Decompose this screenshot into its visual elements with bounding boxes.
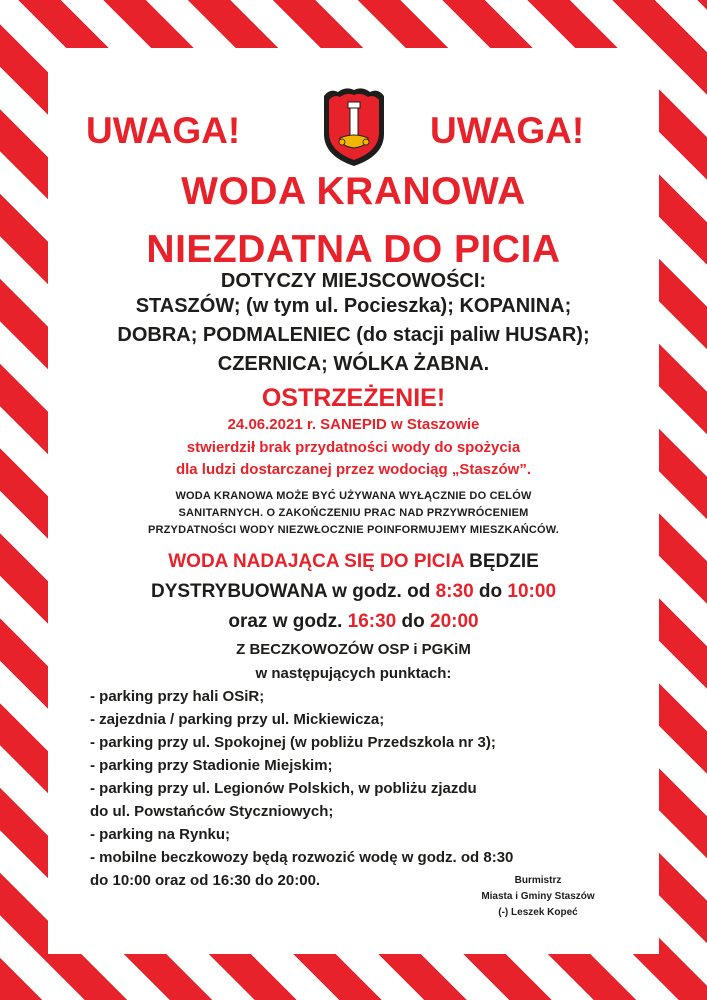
- hours-prefix: w godz. od: [326, 581, 436, 602]
- oraz-text: oraz w godz.: [228, 611, 348, 632]
- dystrybuowana-text: DYSTRYBUOWANA: [150, 581, 327, 602]
- list-item: - mobilne beczkowozy będą rozwozić wodę w godz. od 8:30: [90, 849, 514, 866]
- time-end-2: 20:00: [430, 611, 479, 632]
- distribution-black-text: BĘDZIE: [463, 551, 539, 572]
- points-intro: w następujących punktach:: [255, 665, 452, 682]
- locations-header: DOTYCZY MIEJSCOWOŚCI:: [220, 270, 487, 292]
- locations-line-2: DOBRA; PODMALENIEC (do stacji paliw HUSAR);: [117, 324, 590, 346]
- distribution-line-2: [48, 581, 659, 603]
- list-item: - parking przy ul. Legionów Polskich, w pobliżu zjazdu: [90, 780, 477, 797]
- list-item: - parking przy hali OSiR;: [90, 688, 265, 705]
- warning-line-2: stwierdził brak przydatności wody do spożycia: [186, 439, 521, 456]
- notice-line-1: WODA KRANOWA MOŻE BYĆ UŻYWANA WYŁĄCZNIE DO CELÓW: [175, 490, 532, 502]
- signature-name: (-) Leszek Kopeć: [498, 907, 578, 918]
- time-end-1: 10:00: [507, 581, 557, 602]
- distribution-red-text: WODA NADAJĄCA SIĘ DO PICIA: [168, 551, 464, 572]
- coat-of-arms-icon: [318, 86, 390, 168]
- locations-line-1: STASZÓW; (w tym ul. Pocieszka); KOPANINA;: [135, 295, 572, 317]
- distribution-source: Z BECZKOWOZÓW OSP i PGKiM: [236, 641, 471, 658]
- time-start-2: 16:30: [347, 611, 397, 632]
- notice-panel: [48, 48, 659, 954]
- notice-line-2: SANITARNYCH. O ZAKOŃCZENIU PRAC NAD PRZYWRÓCENIEM: [178, 507, 529, 519]
- list-item: do ul. Powstańców Styczniowych;: [90, 803, 334, 820]
- warning-line-3: dla ludzi dostarczanej przez wodociąg „Staszów”.: [175, 461, 532, 478]
- uwaga-right-heading: UWAGA!: [430, 110, 585, 151]
- time-start-1: 8:30: [435, 581, 474, 602]
- list-item: - parking na Rynku;: [90, 826, 231, 843]
- locations-line-3: CZERNICA; WÓLKA ŻABNA.: [217, 353, 490, 375]
- warning-line-1: 24.06.2021 r. SANEPID w Staszowie: [227, 416, 480, 433]
- distribution-line-1: [48, 551, 659, 573]
- hours-do-2: do: [396, 611, 431, 632]
- signature-title: Burmistrz: [514, 875, 562, 886]
- hours-do-1: do: [473, 581, 508, 602]
- signature-office: Miasta i Gminy Staszów: [481, 891, 595, 902]
- list-item: - parking przy ul. Spokojnej (w pobliżu Przedszkola nr 3);: [90, 734, 496, 751]
- notice-line-3: PRZYDATNOŚCI WODY NIEZWŁOCZNIE POINFORMUJEMY MIESZKAŃCÓW.: [147, 524, 560, 536]
- title-line-1: WODA KRANOWA: [181, 170, 526, 213]
- list-item: - zajezdnia / parking przy ul. Mickiewicza;: [90, 711, 385, 728]
- list-item: - parking przy Stadionie Miejskim;: [90, 757, 333, 774]
- uwaga-left-heading: UWAGA!: [86, 110, 241, 151]
- list-item: do 10:00 oraz od 16:30 do 20:00.: [90, 872, 321, 889]
- warning-title: OSTRZEŻENIE!: [261, 384, 446, 412]
- distribution-line-3: [48, 611, 659, 633]
- title-line-2: NIEZDATNA DO PICIA: [146, 228, 561, 271]
